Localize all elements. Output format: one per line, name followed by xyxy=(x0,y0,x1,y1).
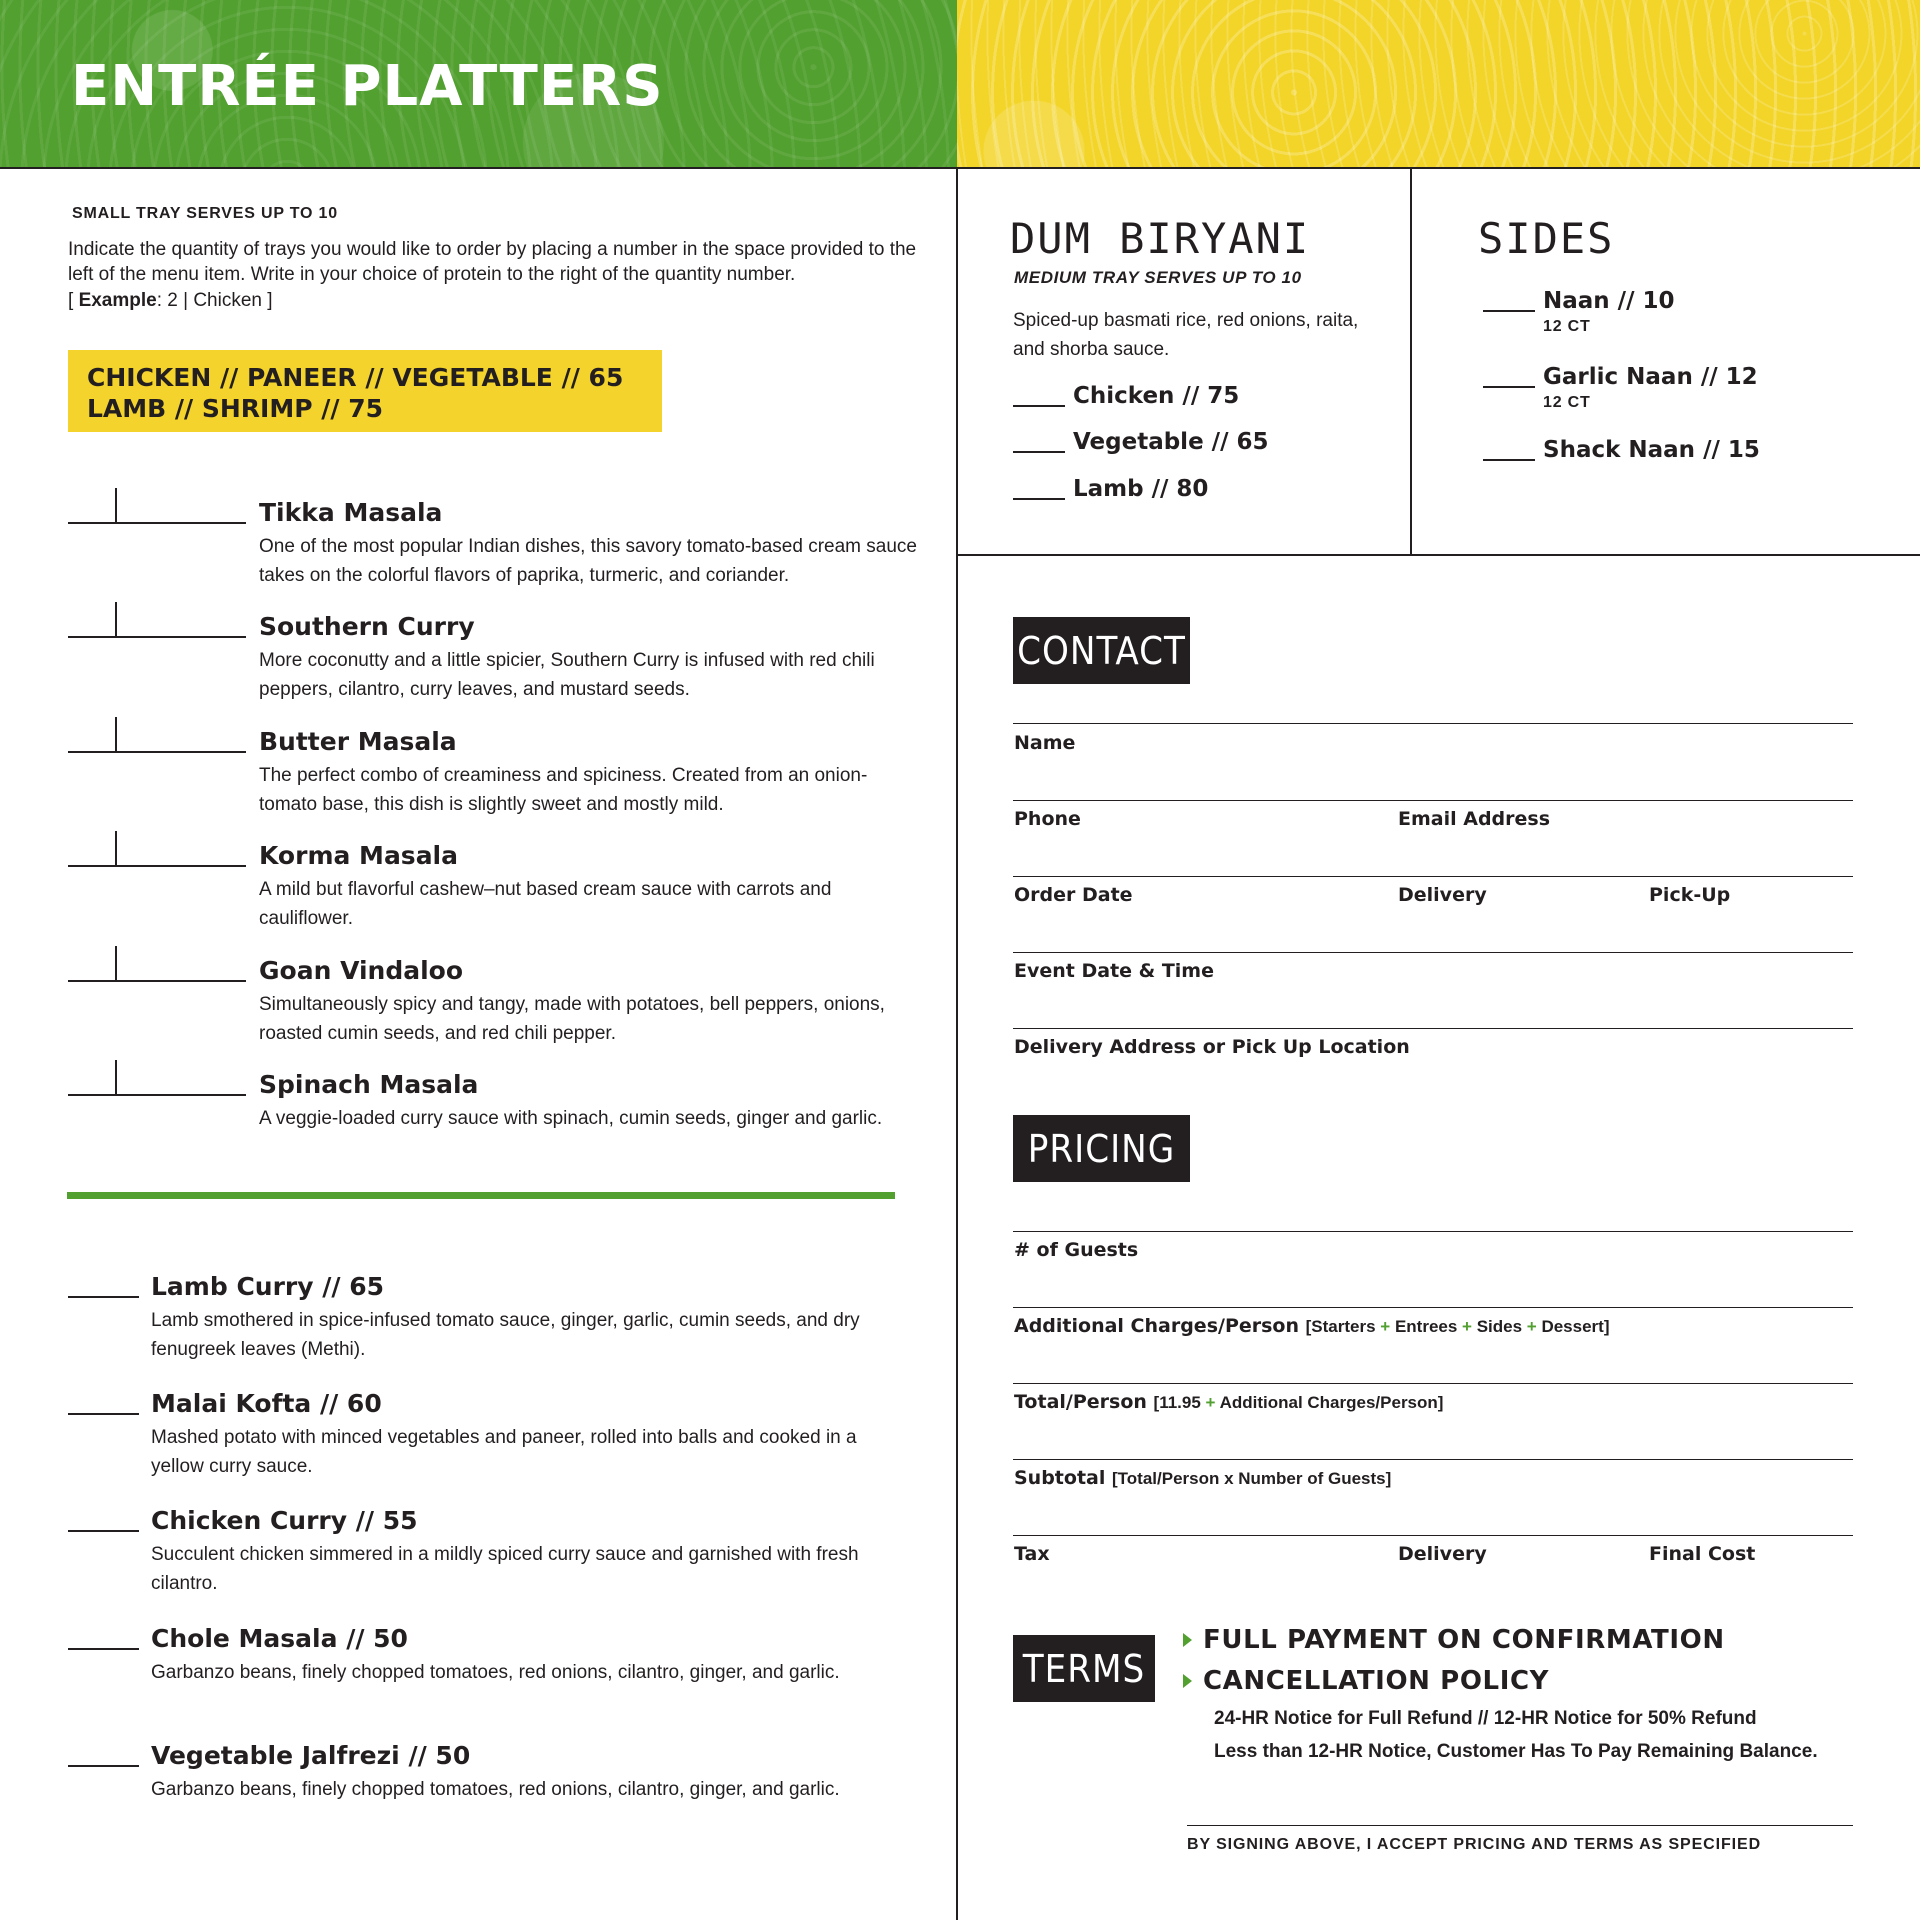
terms-tag: TERMS xyxy=(1013,1635,1155,1702)
entree-desc: More coconutty and a little spicier, Southern Curry is infused with red chili peppers, cilantro, curry leaves, and mustard seeds. xyxy=(259,650,875,700)
quantity-blank[interactable] xyxy=(68,980,246,982)
form-line xyxy=(1013,1307,1853,1308)
entree-desc: Simultaneously spicy and tangy, made with potatoes, bell peppers, onions, roasted cumin seeds, and red chili pepper. xyxy=(259,994,885,1044)
price-line-1: CHICKEN // PANEER // VEGETABLE // 65 xyxy=(87,363,624,392)
biryani-option-label: Vegetable // 65 xyxy=(1073,429,1269,455)
entree-name: Spinach Masala xyxy=(259,1070,479,1099)
example-label: Example xyxy=(78,290,157,311)
entree-desc: A mild but flavorful cashew–nut based cream sauce with carrots and cauliflower. xyxy=(259,879,832,929)
blank-separator xyxy=(115,717,117,753)
entree-desc: One of the most popular Indian dishes, this savory tomato-based cream sauce takes on the colorful flavors of paprika, turmeric, and coriander. xyxy=(259,536,917,586)
quantity-blank[interactable] xyxy=(1013,451,1065,453)
form-line xyxy=(1013,1535,1853,1536)
quantity-blank[interactable] xyxy=(68,751,246,753)
final-cost-field[interactable]: Final Cost xyxy=(1649,1543,1756,1565)
tax-field[interactable]: Tax xyxy=(1014,1543,1050,1565)
sides-title: SIDES xyxy=(1478,214,1615,263)
address-field[interactable]: Delivery Address or Pick Up Location xyxy=(1014,1036,1410,1058)
header-band-yellow xyxy=(957,0,1920,168)
entree-desc: The perfect combo of creaminess and spiciness. Created from an onion-tomato base, this dish is slightly sweet and mostly mild. xyxy=(259,765,868,815)
blank-separator xyxy=(115,1060,117,1096)
entree-name: Tikka Masala xyxy=(259,498,443,527)
side-option-label: Shack Naan // 15 xyxy=(1543,437,1760,463)
subtotal-field[interactable]: Subtotal [Total/Person x Number of Guests] xyxy=(1014,1467,1392,1489)
dish-name: Chole Masala // 50 xyxy=(151,1624,408,1653)
form-line xyxy=(1013,1383,1853,1384)
entree-name: Goan Vindaloo xyxy=(259,956,464,985)
biryani-desc: Spiced-up basmati rice, red onions, raita, and shorba sauce. xyxy=(1013,310,1359,360)
signature-line[interactable] xyxy=(1187,1825,1853,1826)
form-line xyxy=(1013,1231,1853,1232)
quantity-blank[interactable] xyxy=(68,1648,139,1650)
form-line xyxy=(1013,876,1853,877)
pricing-tag: PRICING xyxy=(1013,1115,1190,1182)
side-option-label: Garlic Naan // 12 xyxy=(1543,364,1758,390)
side-option-count: 12 CT xyxy=(1543,394,1591,411)
total-per-person-field[interactable]: Total/Person [11.95 + Additional Charges/Person] xyxy=(1014,1391,1444,1413)
additional-charges-field[interactable]: Additional Charges/Person [Starters + Entrees + Sides + Dessert] xyxy=(1014,1315,1610,1337)
dish-name: Vegetable Jalfrezi // 50 xyxy=(151,1741,471,1770)
quantity-blank[interactable] xyxy=(1013,405,1065,407)
quantity-blank[interactable] xyxy=(68,1094,246,1096)
biryani-option-label: Chicken // 75 xyxy=(1073,383,1240,409)
delivery-fee-field[interactable]: Delivery xyxy=(1398,1543,1487,1565)
event-date-field[interactable]: Event Date & Time xyxy=(1014,960,1214,982)
guests-field[interactable]: # of Guests xyxy=(1014,1239,1139,1261)
term-cancellation: CANCELLATION POLICY xyxy=(1203,1666,1550,1696)
section-divider xyxy=(67,1192,895,1199)
quantity-blank[interactable] xyxy=(68,1530,139,1532)
entree-name: Southern Curry xyxy=(259,612,475,641)
biryani-subtitle: MEDIUM TRAY SERVES UP TO 10 xyxy=(1014,268,1302,287)
order-instructions: Indicate the quantity of trays you would like to order by placing a number in the space provided to the left of the menu item. Write in your choice of protein to the right of the quantity number. xyxy=(68,239,917,285)
dish-name: Chicken Curry // 55 xyxy=(151,1506,418,1535)
divider-right xyxy=(957,554,1920,556)
quantity-blank[interactable] xyxy=(1483,386,1535,388)
dish-name: Lamb Curry // 65 xyxy=(151,1272,385,1301)
blank-separator xyxy=(115,946,117,982)
page-title: ENTRÉE PLATTERS xyxy=(71,54,664,119)
policy-line-1: 24-HR Notice for Full Refund // 12-HR Notice for 50% Refund xyxy=(1214,1708,1757,1729)
form-line xyxy=(1013,723,1853,724)
quantity-blank[interactable] xyxy=(68,1765,139,1767)
email-field[interactable]: Email Address xyxy=(1398,808,1551,830)
dish-name: Malai Kofta // 60 xyxy=(151,1389,382,1418)
order-date-field[interactable]: Order Date xyxy=(1014,884,1133,906)
quantity-blank[interactable] xyxy=(68,1296,139,1298)
biryani-option-label: Lamb // 80 xyxy=(1073,476,1209,502)
side-option-count: 12 CT xyxy=(1543,318,1591,335)
side-option-label: Naan // 10 xyxy=(1543,288,1675,314)
quantity-blank[interactable] xyxy=(68,1413,139,1415)
dish-desc: Succulent chicken simmered in a mildly spiced curry sauce and garnished with fresh cilantro. xyxy=(151,1544,859,1594)
dish-desc: Garbanzo beans, finely chopped tomatoes, red onions, cilantro, ginger, and garlic. xyxy=(151,1662,840,1683)
price-line-2: LAMB // SHRIMP // 75 xyxy=(87,394,384,423)
policy-line-2: Less than 12-HR Notice, Customer Has To Pay Remaining Balance. xyxy=(1214,1741,1818,1762)
order-example: [ Example: 2 | Chicken ] xyxy=(68,290,273,311)
contact-tag: CONTACT xyxy=(1013,617,1190,684)
signature-note: BY SIGNING ABOVE, I ACCEPT PRICING AND TERMS AS SPECIFIED xyxy=(1187,1836,1762,1853)
delivery-option[interactable]: Delivery xyxy=(1398,884,1487,906)
quantity-blank[interactable] xyxy=(68,865,246,867)
serves-note: SMALL TRAY SERVES UP TO 10 xyxy=(72,205,338,222)
dish-desc: Mashed potato with minced vegetables and paneer, rolled into balls and cooked in a yellow curry sauce. xyxy=(151,1427,857,1477)
entree-name: Korma Masala xyxy=(259,841,458,870)
entree-desc: A veggie-loaded curry sauce with spinach, cumin seeds, ginger and garlic. xyxy=(259,1108,883,1129)
blank-separator xyxy=(115,488,117,524)
form-line xyxy=(1013,1459,1853,1460)
phone-field[interactable]: Phone xyxy=(1014,808,1081,830)
term-full-payment: FULL PAYMENT ON CONFIRMATION xyxy=(1203,1625,1725,1655)
protein-price-box xyxy=(68,350,662,432)
name-field[interactable]: Name xyxy=(1014,732,1076,754)
divider-vertical xyxy=(956,168,958,1920)
divider-vertical-sides xyxy=(1410,168,1412,555)
form-line xyxy=(1013,952,1853,953)
blank-separator xyxy=(115,831,117,867)
divider-top xyxy=(0,167,1920,169)
biryani-title: DUM BIRYANI xyxy=(1010,214,1311,263)
dish-desc: Garbanzo beans, finely chopped tomatoes, red onions, cilantro, ginger, and garlic. xyxy=(151,1779,840,1800)
quantity-blank[interactable] xyxy=(1013,498,1065,500)
dish-desc: Lamb smothered in spice-infused tomato sauce, ginger, garlic, cumin seeds, and dry fenugreek leaves (Methi). xyxy=(151,1310,860,1360)
form-line xyxy=(1013,1028,1853,1029)
quantity-blank[interactable] xyxy=(68,636,246,638)
form-line xyxy=(1013,800,1853,801)
pickup-option[interactable]: Pick-Up xyxy=(1649,884,1731,906)
quantity-blank[interactable] xyxy=(1483,459,1535,461)
entree-name: Butter Masala xyxy=(259,727,457,756)
quantity-blank[interactable] xyxy=(68,522,246,524)
quantity-blank[interactable] xyxy=(1483,310,1535,312)
blank-separator xyxy=(115,602,117,638)
